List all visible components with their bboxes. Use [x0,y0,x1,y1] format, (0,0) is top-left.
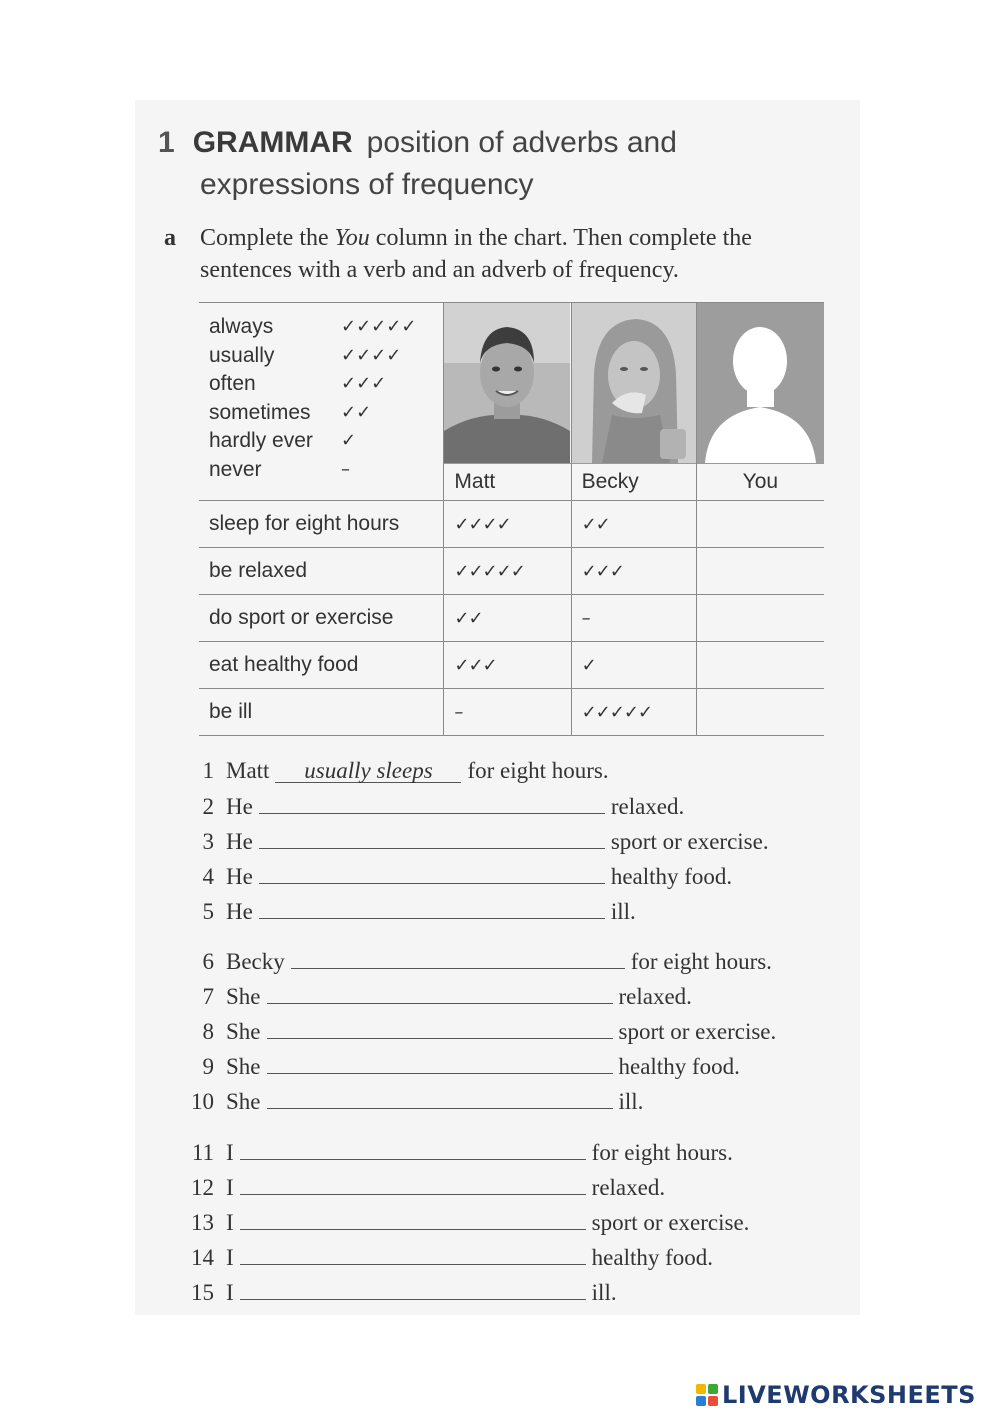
you-name: You [696,464,824,501]
sentence-item [180,1016,776,1046]
sentence-ending: ill. [610,899,636,924]
sentence-number: 5 [202,899,214,924]
sentence-number: 12 [191,1175,214,1200]
sentence-subject: I [226,1245,234,1270]
sentence-subject: I [226,1175,234,1200]
section-number: 1 [158,126,175,159]
key-item [209,456,433,485]
sentence-item [180,1137,733,1167]
sentence-ending: healthy food. [591,1245,714,1270]
sentence-ending: for eight hours. [630,949,772,974]
sentence-ending: for eight hours. [591,1140,733,1165]
sentence-subject: He [226,899,253,924]
logo-icon [696,1384,718,1406]
sentence-subject: She [226,1019,261,1044]
logo-text: LIVEWORKSHEETS [722,1381,976,1409]
key-item [209,342,433,371]
activity-cell: eat healthy food [199,642,444,689]
answer-blank[interactable] [240,1242,586,1265]
you-answer-cell[interactable] [696,501,824,548]
sentence-number: 2 [202,794,214,819]
liveworksheets-logo [696,1380,976,1410]
sentence-subject: Becky [226,949,285,974]
key-ticks: – [341,458,350,480]
becky-name: Becky [571,464,696,501]
matt-photo [444,303,570,463]
sentence-item [180,791,684,821]
becky-photo [572,303,696,463]
frequency-chart [199,302,824,736]
answer-blank[interactable] [267,1086,613,1109]
sentence-ending: sport or exercise. [618,1019,777,1044]
answer-blank[interactable] [259,861,605,884]
instruction-italic: You [334,225,370,251]
answer-blank[interactable] [259,791,605,814]
key-word: usually [209,343,275,367]
sentence-subject: She [226,1054,261,1079]
section-subtitle-1: position of adverbs and [366,126,677,159]
answer-blank[interactable] [267,981,613,1004]
sentence-subject: She [226,1089,261,1114]
sentence-ending: healthy food. [610,864,733,889]
sentence-subject: She [226,984,261,1009]
chart-row [199,689,824,736]
sentence-ending: ill. [591,1280,617,1305]
sentence-subject: Matt [226,758,270,783]
key-ticks: ✓✓✓ [341,373,387,394]
instruction-text-1: Complete the [200,225,335,251]
sentence-ending: healthy food. [618,1054,740,1079]
key-word: hardly ever [209,429,313,452]
sentence-number: 3 [202,829,214,854]
becky-ticks-cell: – [571,595,696,642]
becky-ticks-cell: ✓ [571,642,696,689]
sentence-number: 11 [191,1140,214,1165]
answer-blank[interactable] [240,1172,586,1195]
key-item [209,399,433,428]
key-word: never [209,457,262,481]
sentence-subject: I [226,1280,234,1305]
sentence-number: 6 [202,949,214,974]
sentence-item [180,1277,617,1307]
sentence-item [180,896,636,926]
sentence-number: 7 [202,984,214,1009]
exercise-letter: a [164,225,176,251]
you-answer-cell[interactable] [696,642,824,689]
sentence-number: 15 [191,1280,214,1305]
frequency-key [199,303,444,501]
sentence-number: 9 [202,1054,214,1079]
answer-blank[interactable] [259,896,605,919]
instruction-text-2: column in the chart. Then complete the sentences with a verb and an adverb of frequency. [200,225,752,283]
logo-square [708,1384,718,1394]
sentence-item [180,1051,740,1081]
section-title: GRAMMAR [192,126,353,159]
answer-blank[interactable]: usually sleeps [275,760,461,783]
sentence-subject: I [226,1140,234,1165]
sentence-item [180,946,772,976]
key-word: often [209,372,256,395]
logo-square [708,1396,718,1406]
exercise-instruction [164,222,834,286]
matt-ticks-cell: ✓✓✓✓✓ [444,548,571,595]
sentence-item [180,1172,665,1202]
sentence-subject: He [226,829,253,854]
sentence-number: 14 [191,1245,214,1270]
sentence-ending: sport or exercise. [591,1210,750,1235]
key-ticks: ✓ [341,430,357,451]
sentence-subject: I [226,1210,234,1235]
you-answer-cell[interactable] [696,548,824,595]
matt-ticks-cell: ✓✓✓ [444,642,571,689]
key-item [209,427,433,456]
matt-photo-cell [444,303,571,464]
sentence-item [180,826,769,856]
key-item [209,370,433,399]
matt-ticks-cell: – [444,689,571,736]
sentence-item [180,1086,643,1116]
chart-row [199,501,824,548]
key-ticks: ✓✓✓✓✓ [341,316,417,337]
answer-blank[interactable] [291,946,625,969]
activity-cell: do sport or exercise [199,595,444,642]
matt-ticks-cell: ✓✓ [444,595,571,642]
you-answer-cell[interactable] [696,595,824,642]
becky-photo-cell [571,303,696,464]
section-subtitle-2: expressions of frequency [200,168,534,201]
logo-square [696,1396,706,1406]
key-word: always [209,315,274,338]
key-ticks: ✓✓ [341,401,372,423]
sentence-item [180,756,609,786]
sentence-subject: He [226,794,253,819]
chart-row [199,548,824,595]
sentence-ending: relaxed. [618,984,692,1009]
sentence-item [180,861,732,891]
you-photo-cell [696,303,824,464]
sentence-number: 8 [202,1019,214,1044]
answer-blank[interactable] [240,1137,586,1160]
answer-blank[interactable] [267,1016,613,1039]
key-word: sometimes [209,400,311,424]
becky-ticks-cell: ✓✓✓ [571,548,696,595]
key-ticks: ✓✓✓✓ [341,344,402,366]
sentence-ending: relaxed. [591,1175,666,1200]
sentence-number: 10 [191,1089,214,1114]
becky-ticks-cell: ✓✓ [571,501,696,548]
matt-name: Matt [444,464,571,501]
sentence-subject: He [226,864,253,889]
sentence-item [180,1207,749,1237]
chart-row [199,595,824,642]
answer-blank[interactable] [240,1207,586,1230]
answer-blank[interactable] [240,1277,586,1300]
activity-cell: sleep for eight hours [199,501,444,548]
silhouette-icon [697,303,824,463]
sentence-number: 13 [191,1210,214,1235]
matt-ticks-cell: ✓✓✓✓ [444,501,571,548]
you-answer-cell[interactable] [696,689,824,736]
section-heading [158,122,838,206]
sentence-item [180,981,692,1011]
sentence-number: 1 [202,758,214,783]
activity-cell: be ill [199,689,444,736]
activity-cell: be relaxed [199,548,444,595]
becky-ticks-cell: ✓✓✓✓✓ [571,689,696,736]
sentence-ending: relaxed. [610,794,685,819]
key-item [209,313,433,342]
answer-blank[interactable] [267,1051,613,1074]
sentence-number: 4 [202,864,214,889]
sentence-ending: ill. [618,1089,644,1114]
sentence-item [180,1242,713,1272]
answer-blank[interactable] [259,826,605,849]
chart-row [199,642,824,689]
sentence-ending: sport or exercise. [610,829,769,854]
sentence-ending: for eight hours. [467,758,609,783]
logo-square [696,1384,706,1394]
